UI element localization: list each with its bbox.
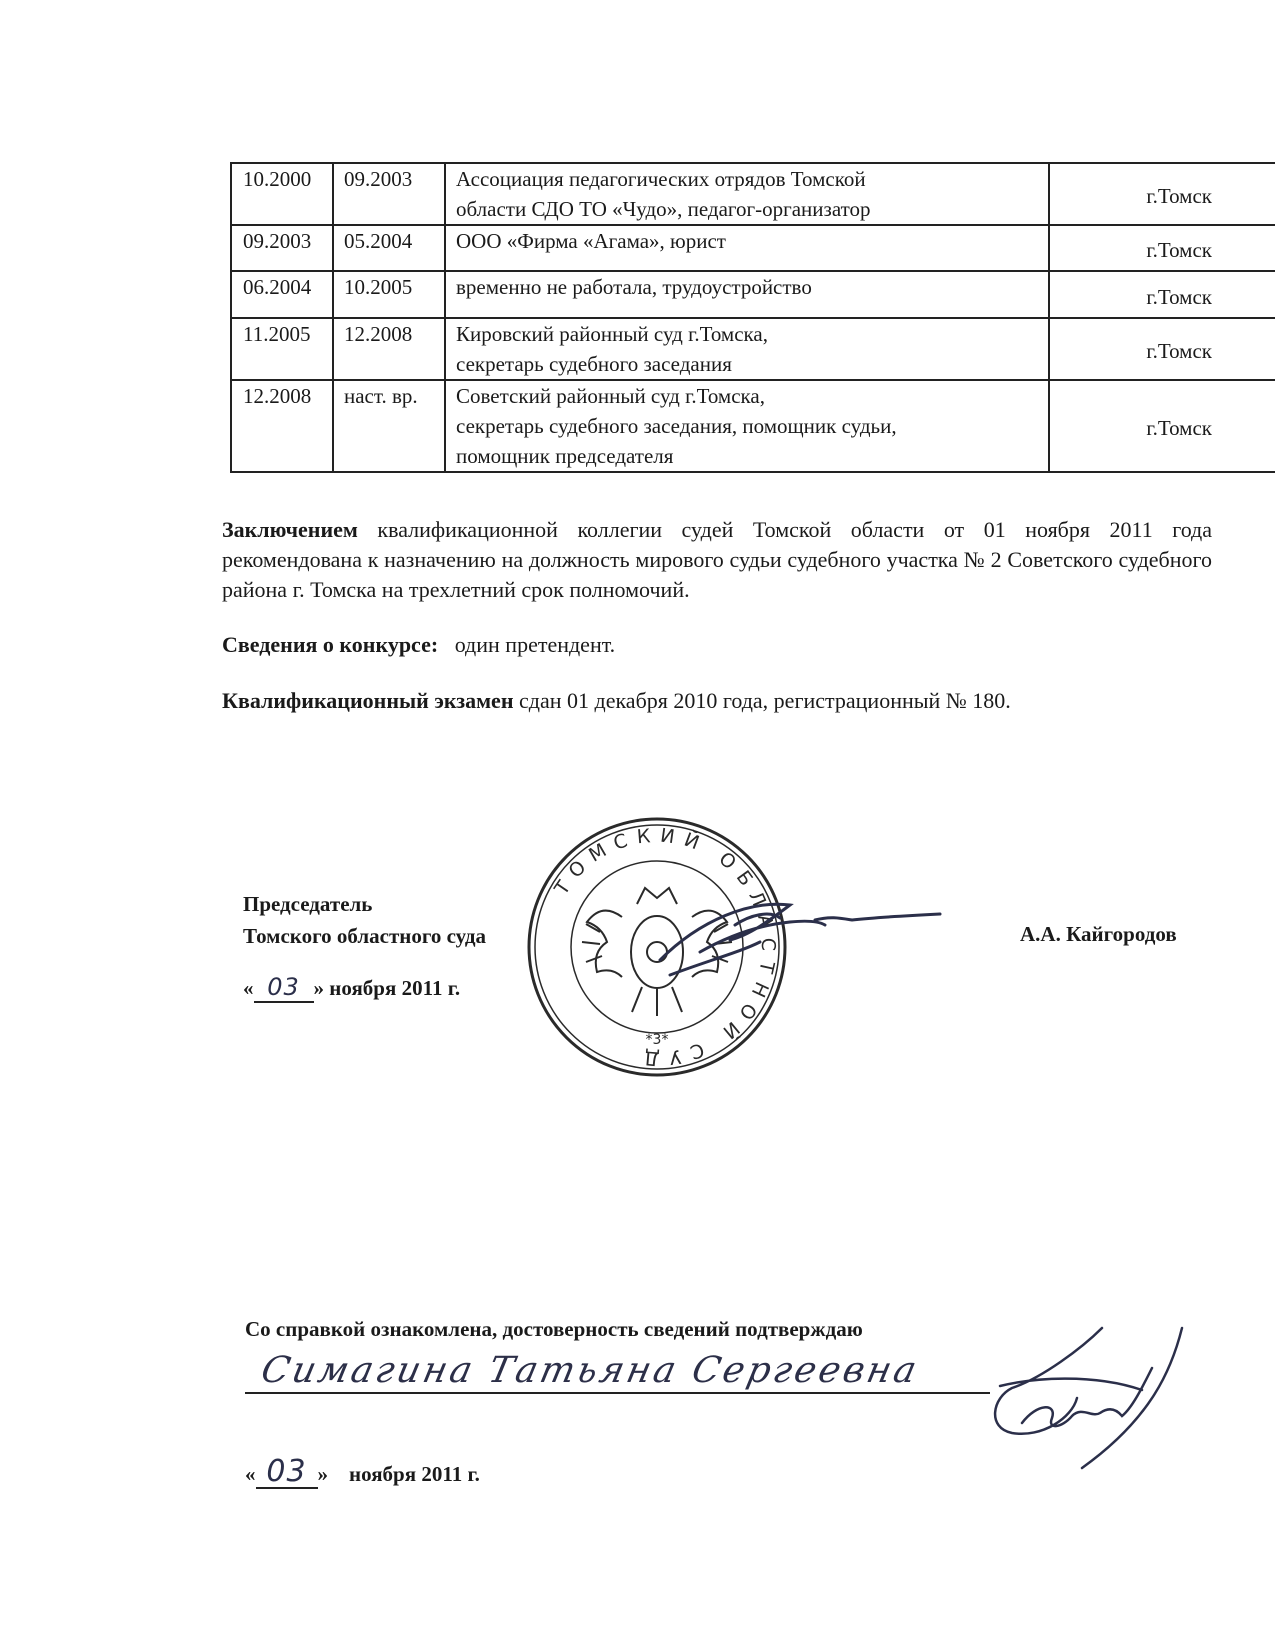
city: г.Томск: [1049, 163, 1275, 225]
name-underline: [245, 1392, 990, 1394]
city: г.Томск: [1049, 380, 1275, 472]
applicant-signature: [982, 1318, 1217, 1478]
chairman-title-line1: Председатель: [243, 892, 373, 916]
table-row: [231, 318, 1275, 380]
date-open-quote: «: [243, 976, 254, 1000]
period-from: 06.2004: [231, 271, 333, 318]
period-to: 05.2004: [333, 225, 445, 271]
chairman-name: А.А. Кайгородов: [1020, 922, 1177, 946]
conclusion-paragraph: [222, 515, 1212, 605]
city: г.Томск: [1049, 271, 1275, 318]
exam-label: Квалификационный экзамен: [222, 688, 514, 713]
description-line: ООО «Фирма «Агама», юрист: [456, 229, 726, 253]
date-day-handwritten: 03: [267, 973, 300, 1001]
competition-value: один претендент.: [454, 632, 616, 657]
position-description: [445, 380, 1049, 472]
city: г.Томск: [1049, 318, 1275, 380]
acknowledgement-text: Со справкой ознакомлена, достоверность сведений подтверждаю: [245, 1317, 863, 1341]
description-line: помощник председателя: [456, 444, 674, 468]
handwritten-full-name: Симагина Татьяна Сергеевна: [257, 1350, 923, 1391]
chairman-date: [243, 972, 460, 1004]
seal-star-text: *3*: [645, 1032, 669, 1048]
period-from: 09.2003: [231, 225, 333, 271]
description-line: Ассоциация педагогических отрядов Томской: [456, 167, 866, 191]
exam-value: сдан 01 декабря 2010 года, регистрационный № 180.: [519, 688, 1011, 713]
date-day-slot: [256, 1454, 318, 1489]
description-line: секретарь судебного заседания, помощник судьи,: [456, 414, 897, 438]
period-from: 10.2000: [231, 163, 333, 225]
period-to: 12.2008: [333, 318, 445, 380]
conclusion-lead: Заключением: [222, 517, 358, 542]
date-open-quote: «: [245, 1462, 256, 1486]
description-line: временно не работала, трудоустройство: [456, 275, 812, 299]
date-close-quote: »: [317, 1462, 328, 1486]
position-description: [445, 271, 1049, 318]
period-from: 11.2005: [231, 318, 333, 380]
position-description: [445, 318, 1049, 380]
chairman-title: [243, 888, 486, 952]
description-line: секретарь судебного заседания: [456, 352, 732, 376]
chairman-signature: [640, 880, 960, 990]
city: г.Томск: [1049, 225, 1275, 271]
date-rest: ноября 2011 г.: [349, 1462, 480, 1486]
position-description: [445, 163, 1049, 225]
date-rest: » ноября 2011 г.: [313, 976, 461, 1000]
seal-ring-text: ТОМСКИЙ ОБЛАСТНОЙ СУД: [550, 824, 780, 1070]
period-to: 10.2005: [333, 271, 445, 318]
table-row: [231, 225, 1275, 271]
period-from: 12.2008: [231, 380, 333, 472]
competition-label: Сведения о конкурсе:: [222, 632, 439, 657]
description-line: Советский районный суд г.Томска,: [456, 384, 766, 408]
date-day-slot: [254, 974, 314, 1003]
acknowledgement-date: [245, 1454, 480, 1490]
table-row: [231, 271, 1275, 318]
competition-line: [222, 630, 1212, 660]
description-line: Кировский районный суд г.Томска,: [456, 322, 768, 346]
chairman-title-line2: Томского областного суда: [243, 924, 486, 948]
period-to: 09.2003: [333, 163, 445, 225]
exam-line: [222, 686, 1212, 716]
employment-table: [230, 162, 1275, 473]
date-day-handwritten: 03: [266, 1454, 307, 1489]
description-line: области СДО ТО «Чудо», педагог-организатор: [456, 197, 871, 221]
table-row: [231, 163, 1275, 225]
period-to: наст. вр.: [333, 380, 445, 472]
table-row: [231, 380, 1275, 472]
position-description: [445, 225, 1049, 271]
conclusion-text: квалификационной коллегии судей Томской области от 01 ноября 2011 года рекомендована к назначению на должность мирового судьи судебного участка № 2 Советского судебного района г. Томска на трехлетний срок полномочий.: [222, 517, 1213, 602]
